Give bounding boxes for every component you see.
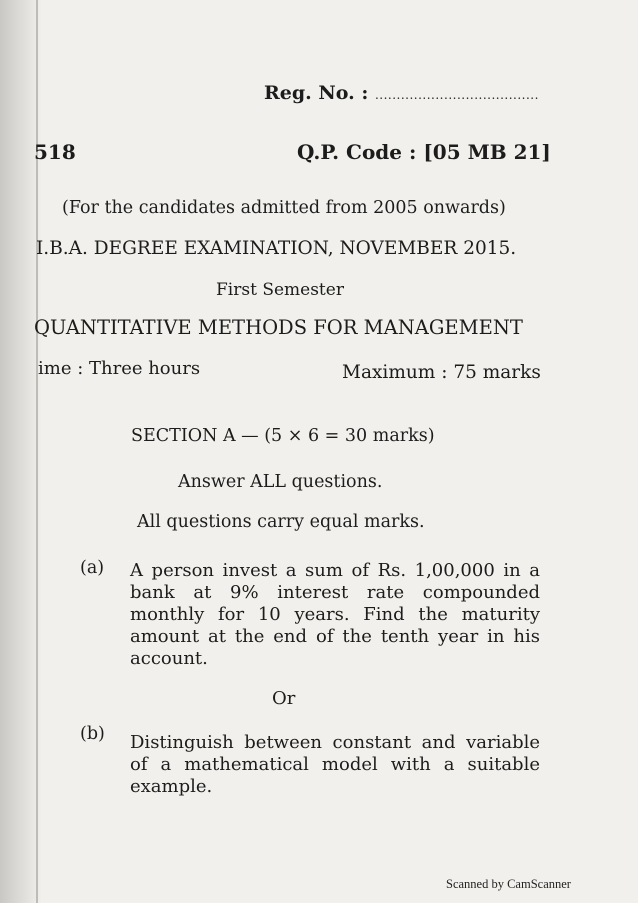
candidates-note: (For the candidates admitted from 2005 onwards)	[62, 198, 506, 218]
time-allowed: ime : Three hours	[38, 358, 201, 379]
reg-no-blank: ......................................	[374, 88, 539, 102]
section-heading: SECTION A — (5 × 6 = 30 marks)	[131, 426, 435, 446]
instruction-answer-all: Answer ALL questions.	[178, 472, 383, 492]
maximum-marks: Maximum : 75 marks	[342, 362, 541, 383]
question-label-a: (a)	[80, 558, 105, 578]
scanner-watermark: Scanned by CamScanner	[446, 877, 571, 891]
question-text-b: Distinguish between constant and variable of a mathematical model with a suitable example.	[130, 732, 540, 797]
or-separator: Or	[272, 688, 296, 709]
instruction-equal-marks: All questions carry equal marks.	[137, 512, 425, 532]
exam-title: I.B.A. DEGREE EXAMINATION, NOVEMBER 2015.	[36, 238, 517, 259]
question-label-b: (b)	[80, 724, 105, 744]
subject-title: QUANTITATIVE METHODS FOR MANAGEMENT	[34, 316, 523, 339]
reg-no-label: Reg. No. :	[264, 82, 369, 104]
question-text-a: A person invest a sum of Rs. 1,00,000 in a bank at 9% interest rate compounded monthly for 10 years. Find the maturity amount at the end of the tenth year in his account.	[130, 560, 540, 669]
reg-no-field	[264, 82, 539, 104]
paper-number: 518	[34, 140, 76, 164]
qp-code: Q.P. Code : [05 MB 21]	[297, 140, 551, 164]
semester: First Semester	[216, 280, 344, 300]
